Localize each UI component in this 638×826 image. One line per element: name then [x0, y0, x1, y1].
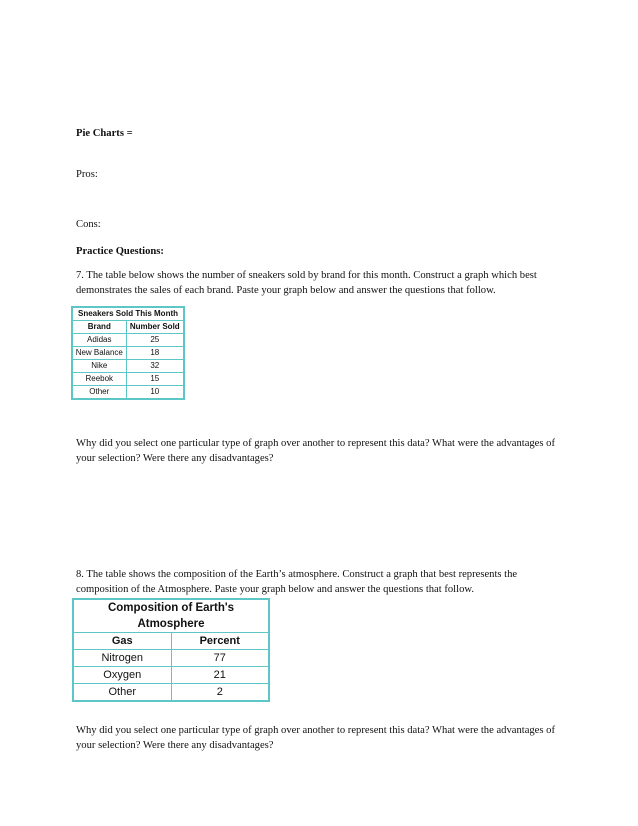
pros-label: Pros:: [76, 169, 98, 180]
sneakers-table: [71, 306, 185, 400]
column-header-gas: Gas: [73, 633, 171, 650]
question-7-prompt: 7. The table below shows the number of sneakers sold by brand for this month. Construct a graph which best demonstrates the sales of each brand. Paste your graph below and answer the questions that follow.: [76, 270, 537, 296]
table-cell: Adidas: [72, 334, 126, 347]
table-cell: Other: [72, 386, 126, 400]
table-row: [73, 684, 269, 702]
table-row: [73, 667, 269, 684]
table-row: [72, 360, 184, 373]
table-cell: 32: [126, 360, 184, 373]
table-cell: Nike: [72, 360, 126, 373]
table-cell: New Balance: [72, 347, 126, 360]
table-row: [72, 386, 184, 400]
table-cell: Reebok: [72, 373, 126, 386]
column-header-number-sold: Number Sold: [126, 321, 184, 334]
cons-label: Cons:: [76, 219, 101, 230]
table-caption: Composition of Earth's Atmosphere: [73, 599, 269, 633]
atmosphere-table: [72, 598, 270, 702]
table-cell: 18: [126, 347, 184, 360]
practice-questions-heading: Practice Questions:: [76, 246, 164, 257]
table-cell: 2: [171, 684, 269, 702]
question-8-prompt: 8. The table shows the composition of the Earth’s atmosphere. Construct a graph that best represents the composition of the Atmosphere. Paste your graph below and answer the questions that follow.: [76, 569, 518, 595]
table-row: [72, 334, 184, 347]
column-header-percent: Percent: [171, 633, 269, 650]
table-row: [72, 347, 184, 360]
table-cell: Oxygen: [73, 667, 171, 684]
table-caption: Sneakers Sold This Month: [72, 307, 184, 321]
table-cell: 77: [171, 650, 269, 667]
pie-charts-heading: Pie Charts =: [76, 128, 133, 139]
table-row: [72, 373, 184, 386]
question-7-followup: Why did you select one particular type of graph over another to represent this data? What were the advantages of your selection? Were there any disadvantages?: [76, 438, 555, 464]
table-row: [73, 650, 269, 667]
table-cell: Other: [73, 684, 171, 702]
table-cell: 21: [171, 667, 269, 684]
table-cell: 25: [126, 334, 184, 347]
column-header-brand: Brand: [72, 321, 126, 334]
table-cell: 10: [126, 386, 184, 400]
table-cell: Nitrogen: [73, 650, 171, 667]
table-cell: 15: [126, 373, 184, 386]
question-8-followup: Why did you select one particular type of graph over another to represent this data? What were the advantages of your selection? Were there any disadvantages?: [76, 725, 555, 751]
